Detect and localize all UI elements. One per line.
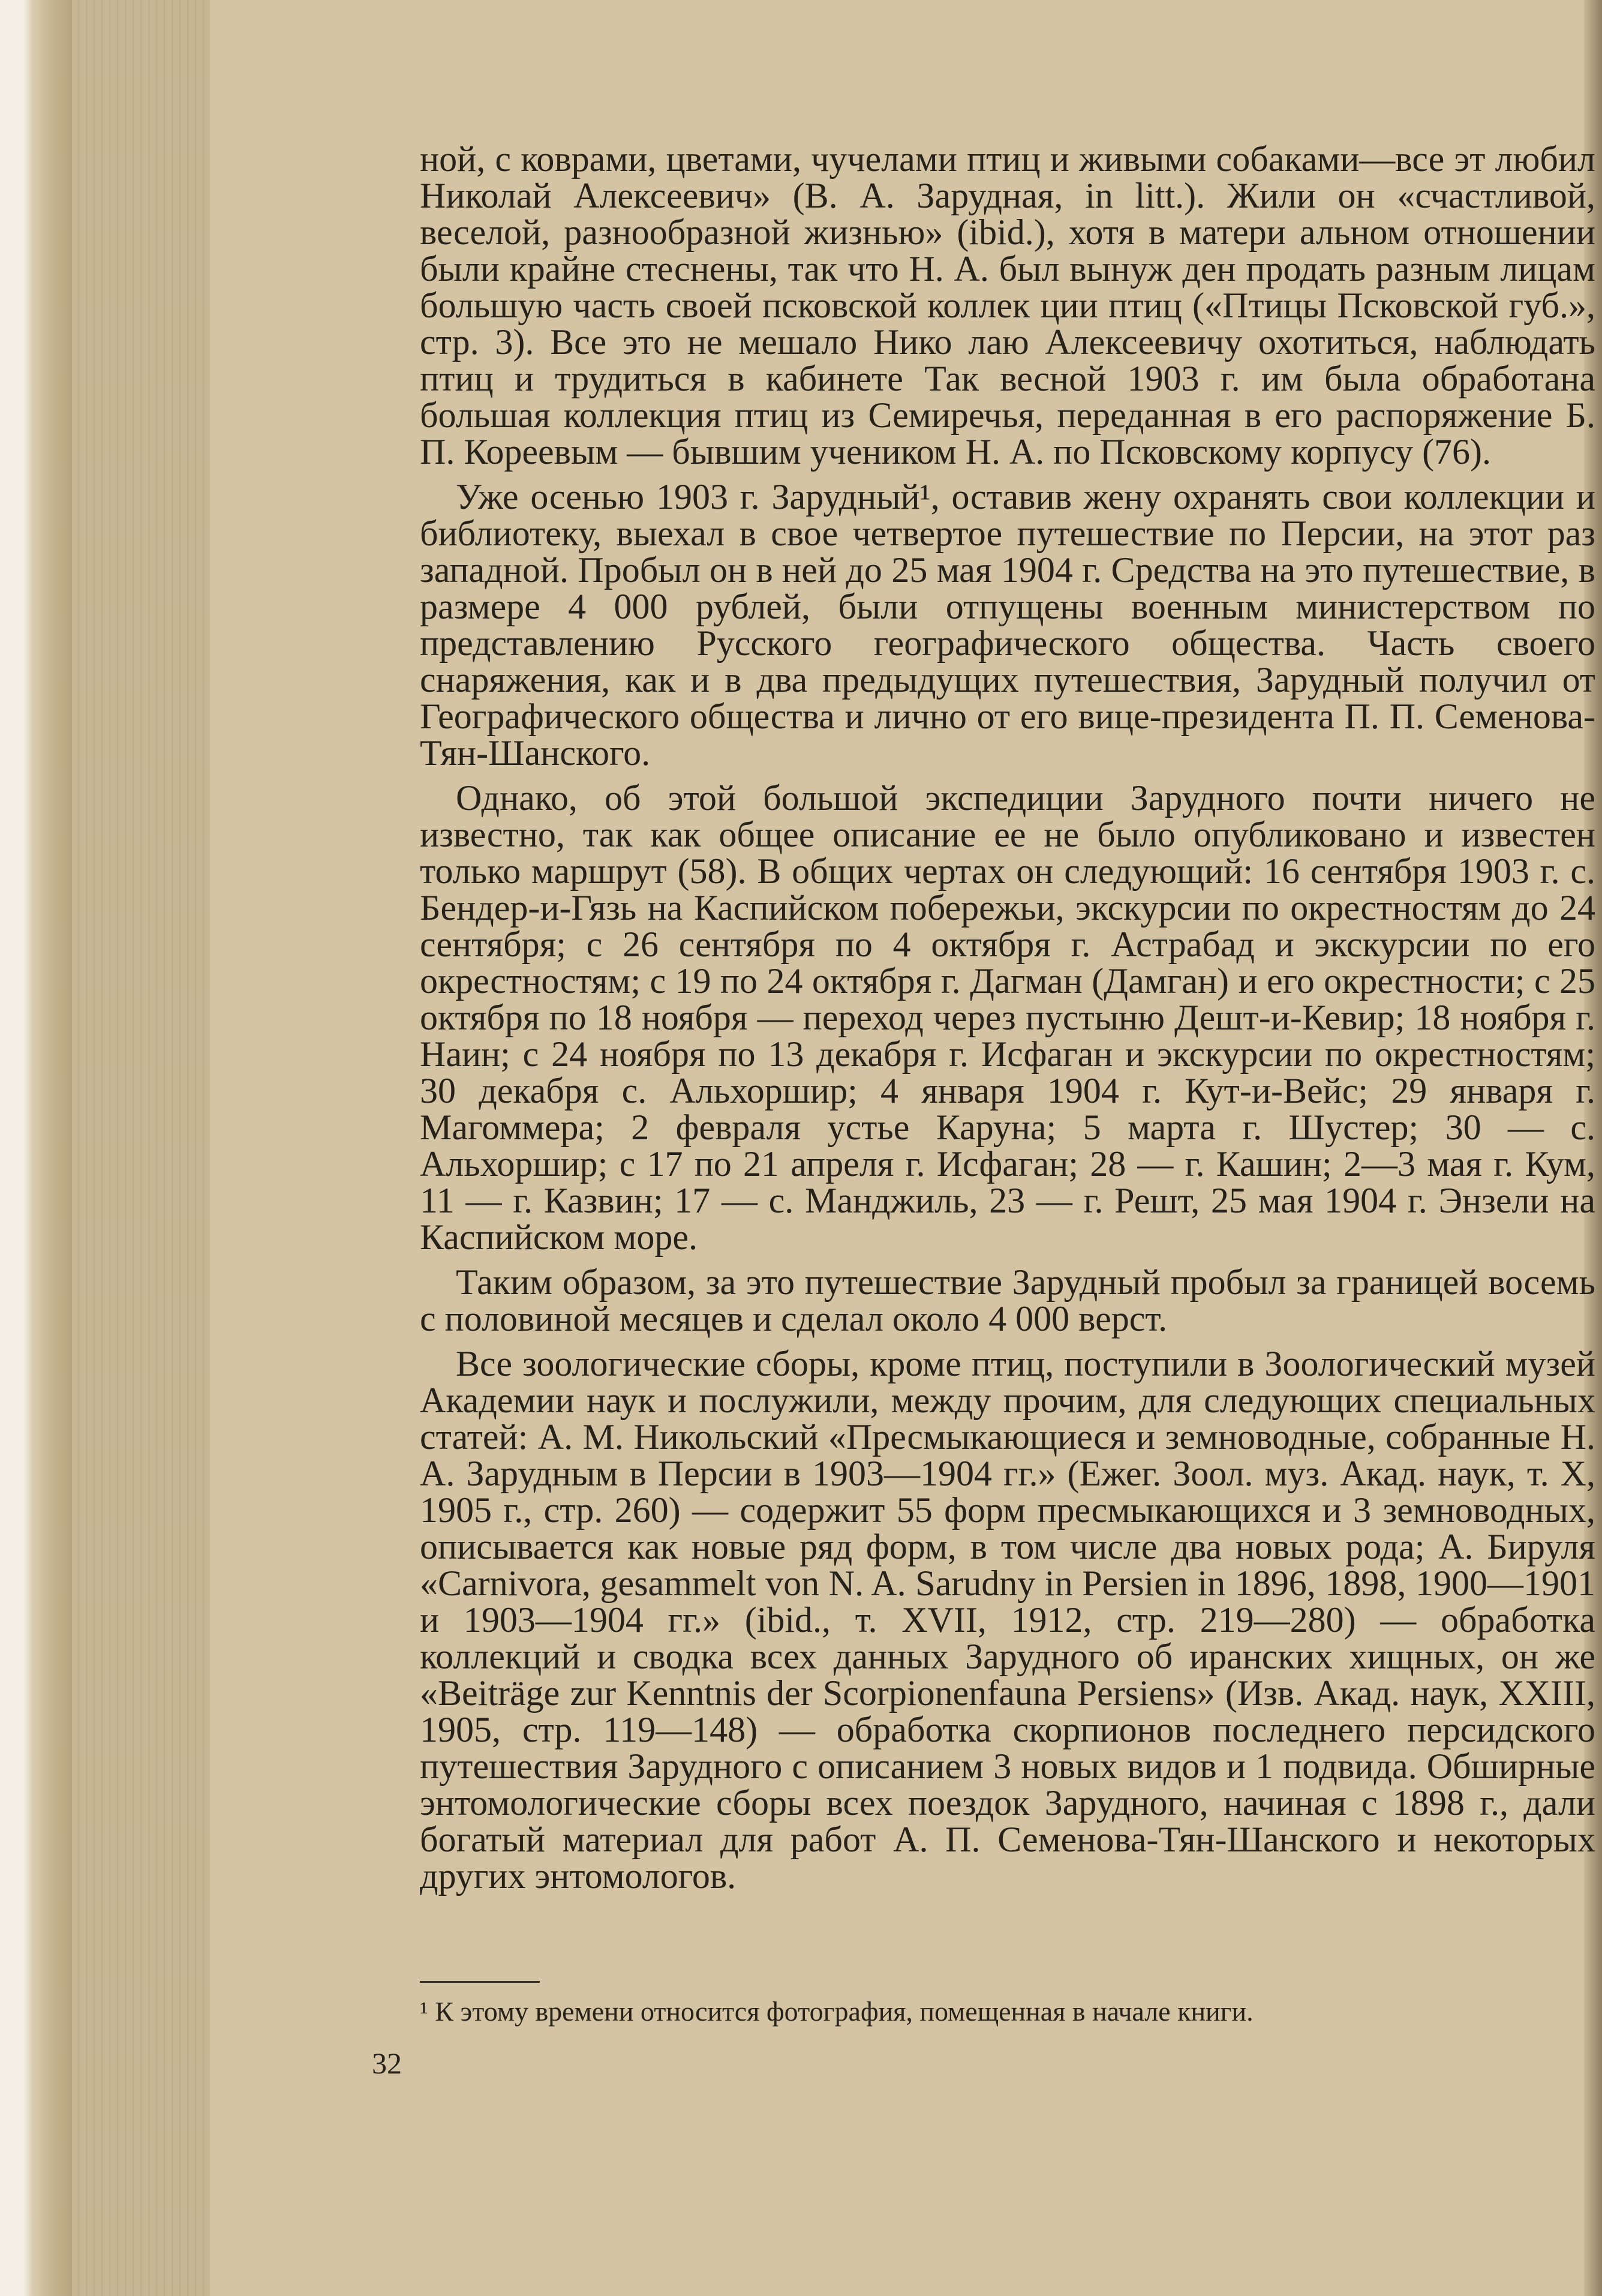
footnote-divider (420, 1981, 540, 1983)
page-number: 32 (372, 2046, 402, 2080)
paragraph: Таким образом, за это путешествие Зарудный пробыл за границей восемь с половиной месяцев и сделал около 4 000 верст. (420, 1262, 1595, 1338)
footnote: ¹ К этому времени относится фотография, помещенная в начале книги. (420, 1996, 1254, 2027)
stacked-page-edges (72, 0, 210, 2296)
book-gutter (0, 0, 72, 2296)
paragraph: Уже осенью 1903 г. Зарудный¹, оставив жену охранять свои коллекции и библиотеку, выехал в свое четвертое путешествие по Персии, на этот раз западной. Пробыл он в ней до 25 мая 1904 г. Средства на это путешествие, в размере 4 000 рублей, были отпущены военным министерством по представлению Русского географического общества. Часть своего снаряжения, как и в два предыдущих путешествия, Зарудный получил от Географического общества и лично от его вице-президента П. П. Семенова-Тян-Шанского. (420, 477, 1595, 773)
paragraph: Все зоологические сборы, кроме птиц, поступили в Зоологический музей Академии наук и послужили, между прочим, для следующих специальных статей: А. М. Никольский «Пресмыкающиеся и земноводные, собранные Н. А. Зарудным в Персии в 1903—1904 гг.» (Ежег. Зоол. муз. Акад. наук, т. X, 1905 г., стр. 260) — содержит 55 форм пресмыкающихся и 3 земноводных, описывается как новые ряд форм, в том числе два новых рода; А. Бируля «Carnivora, gesammelt von N. A. Sarudny in Persien in 1896, 1898, 1900—1901 и 1903—1904 гг.» (ibid., т. XVII, 1912, стр. 219—280) — обработка коллекций и сводка всех данных Зарудного об иранских хищных, он же «Beiträge zur Kenntnis der Scorpionenfauna Persiens» (Изв. Акад. наук, XXIII, 1905, стр. 119—148) — обработка скорпионов последнего персидского путешествия Зарудного с описанием 3 новых видов и 1 подвида. Обширные энтомологические сборы всех поездок Зарудного, начиная с 1898 г., дали богатый материал для работ А. П. Семенова-Тян-Шанского и некоторых других энтомологов. (420, 1344, 1595, 1896)
paragraph: ной, с коврами, цветами, чучелами птиц и живыми собаками—все эт любил Николай Алексеевич» (В. А. Зарудная, in litt.). Жили он «счастливой, веселой, разнообразной жизнью» (ibid.), хотя в матери альном отношении были крайне стеснены, так что Н. А. был вынуж ден продать разным лицам большую часть своей псковской коллек ции птиц («Птицы Псковской губ.», стр. 3). Все это не мешало Нико лаю Алексеевичу охотиться, наблюдать птиц и трудиться в кабинете Так весной 1903 г. им была обработана большая коллекция птиц из Семиречья, переданная в его распоряжение Б. П. Кореевым — бывшим учеником Н. А. по Псковскому корпусу (76). (420, 139, 1595, 472)
body-text (420, 141, 1595, 1895)
paragraph: Однако, об этой большой экспедиции Зарудного почти ничего не известно, так как общее описание ее не было опубликовано и известен только маршрут (58). В общих чертах он следующий: 16 сентября 1903 г. с. Бендер-и-Гязь на Каспийском побережьи, экскурсии по окрестностям до 24 сентября; с 26 сентября по 4 октября г. Астрабад и экскурсии по его окрестностям; с 19 по 24 октября г. Дагман (Дамган) и его окрестности; с 25 октября по 18 ноября — переход через пустыню Дешт-и-Кевир; 18 ноября г. Наин; с 24 ноября по 13 декабря г. Исфаган и экскурсии по окрестностям; 30 декабря с. Альхоршир; 4 января 1904 г. Кут-и-Вейс; 29 января г. Магоммера; 2 февраля устье Каруна; 5 марта г. Шустер; 30 — с. Альхоршир; с 17 по 21 апреля г. Исфаган; 28 — г. Кашин; 2—3 мая г. Кум, 11 — г. Казвин; 17 — с. Манджиль, 23 — г. Решт, 25 мая 1904 г. Энзели на Каспийском море. (420, 778, 1595, 1257)
